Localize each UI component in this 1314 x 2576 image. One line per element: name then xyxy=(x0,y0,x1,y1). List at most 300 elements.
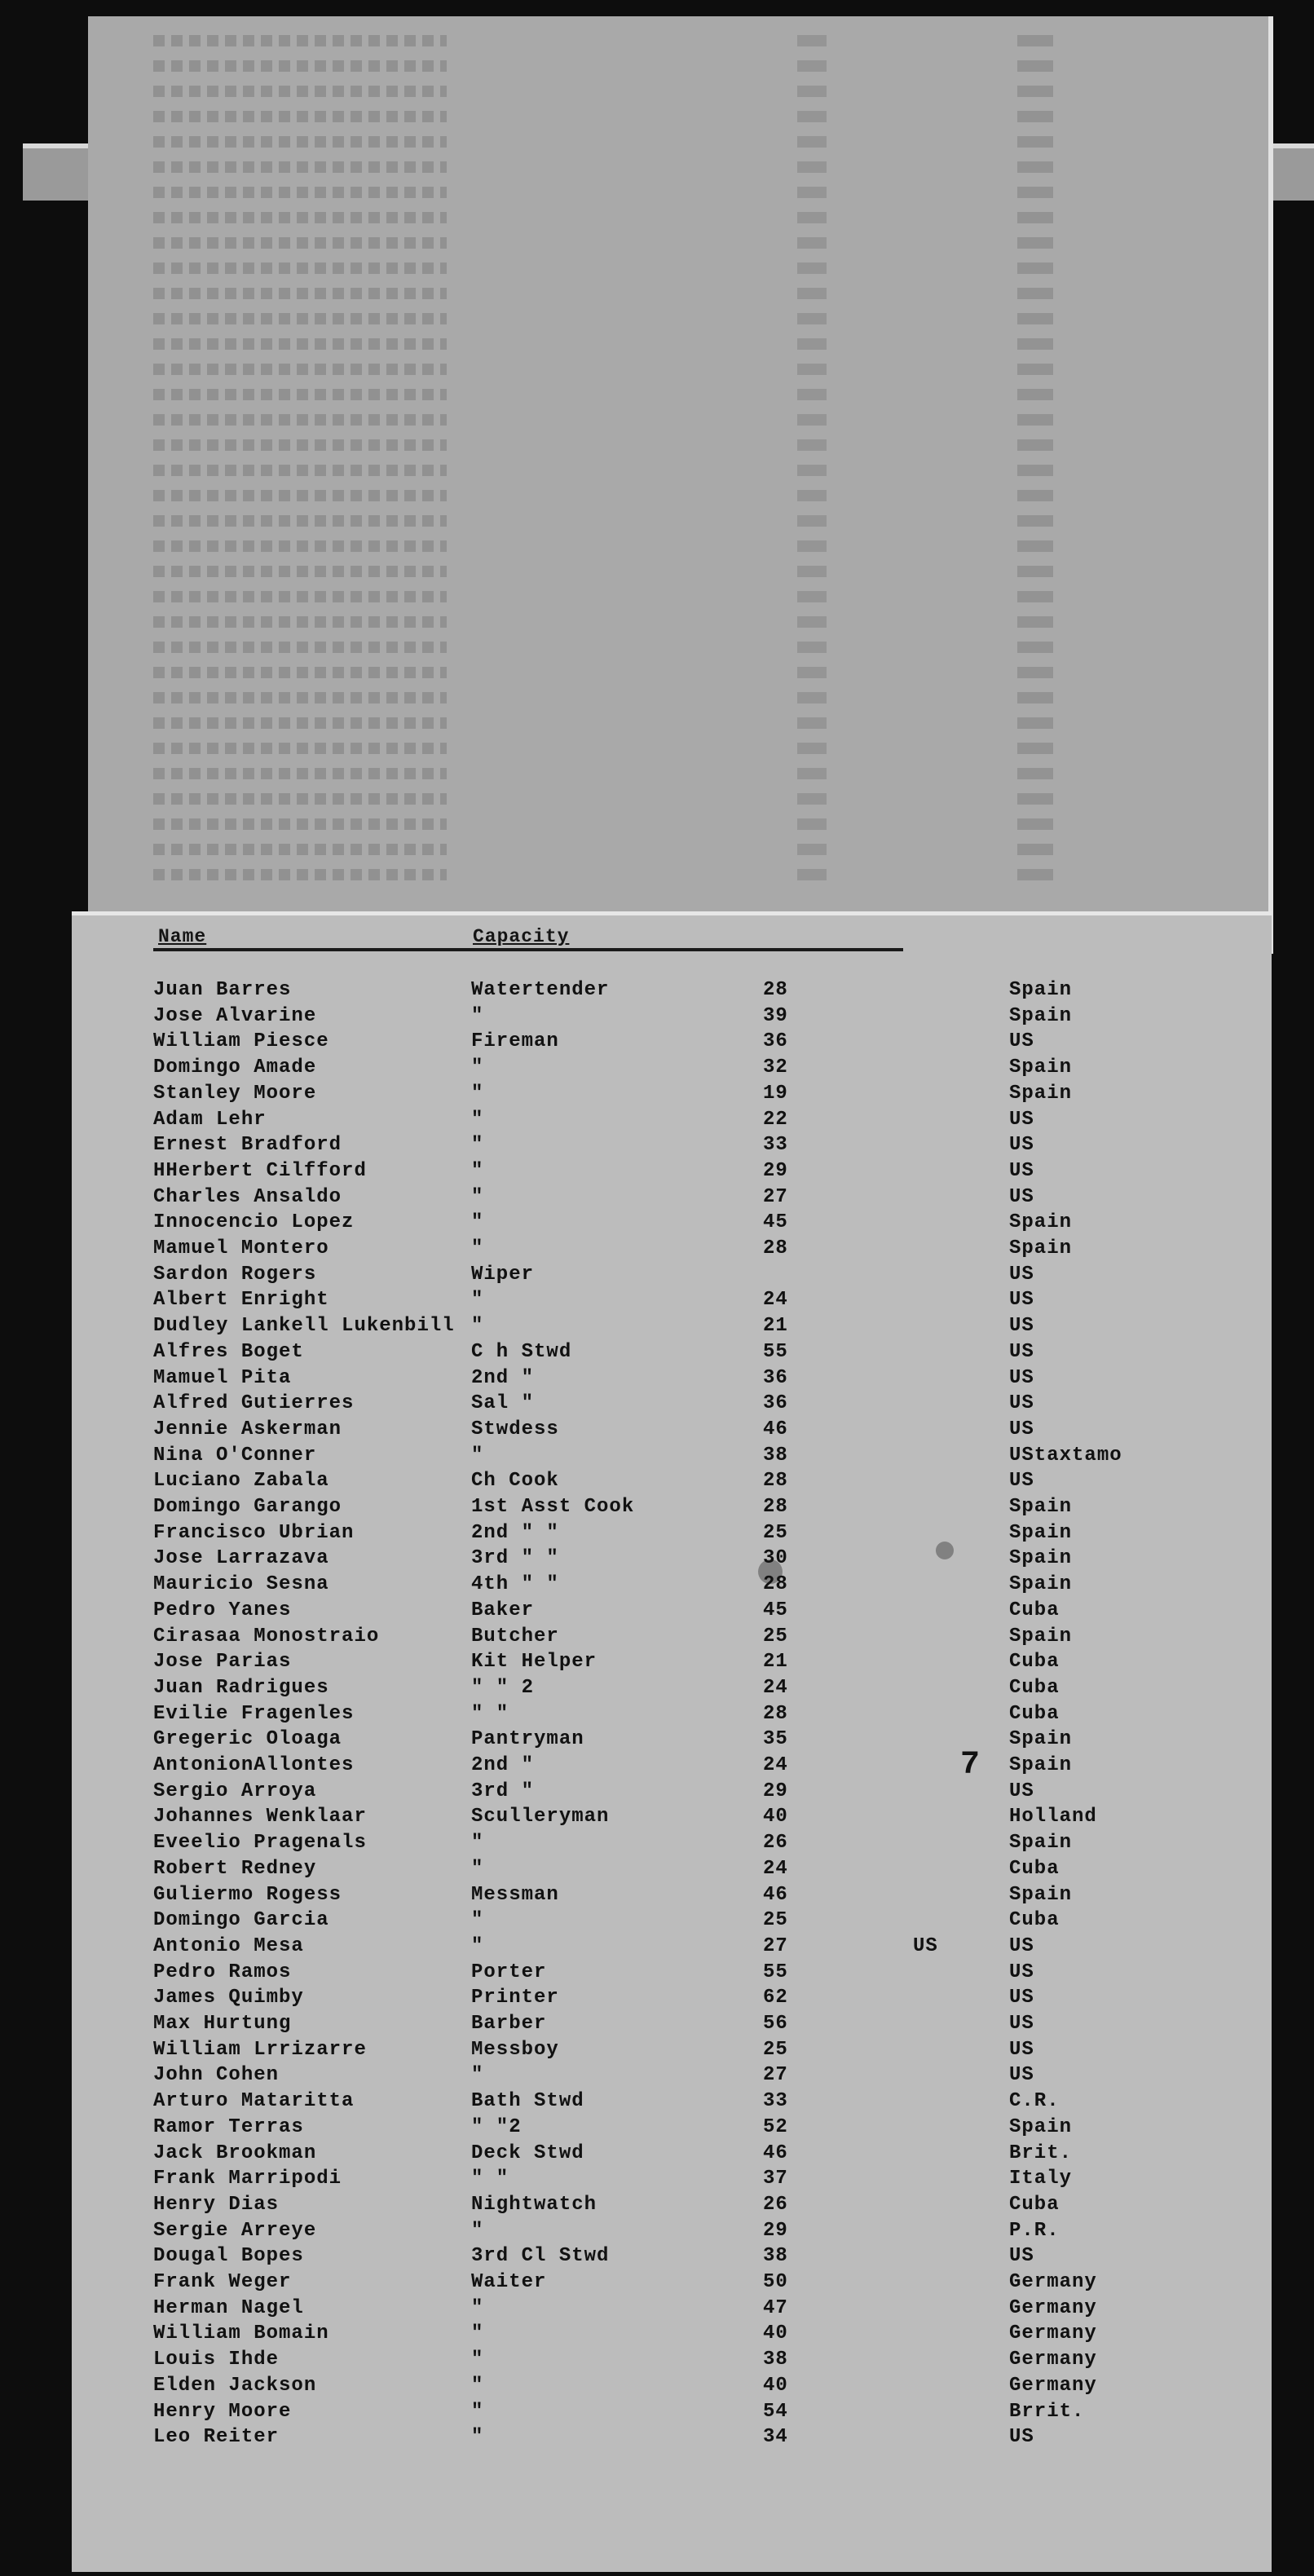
crew-capacity: " xyxy=(471,1134,484,1157)
bleed-through-line xyxy=(88,235,1268,251)
table-row xyxy=(72,1107,1272,1133)
crew-nationality: US xyxy=(1009,1934,1034,1957)
bleed-mark xyxy=(797,793,827,805)
crew-name: Sardon Rogers xyxy=(153,1263,317,1286)
crew-age: 26 xyxy=(763,1832,788,1855)
crew-age: 24 xyxy=(763,1754,788,1776)
crew-capacity: Sculleryman xyxy=(471,1806,610,1828)
crew-nationality: US xyxy=(1009,2064,1034,2087)
crew-capacity: " " xyxy=(471,1702,509,1725)
crew-nationality: C.R. xyxy=(1009,2090,1060,2113)
bleed-mark xyxy=(1017,288,1053,299)
crew-nationality: Italy xyxy=(1009,2168,1073,2190)
crew-age: 28 xyxy=(763,1237,788,1259)
crew-age: 47 xyxy=(763,2296,788,2319)
bleed-mark xyxy=(1017,667,1053,678)
table-row xyxy=(72,2011,1272,2037)
crew-name: Adam Lehr xyxy=(153,1108,267,1131)
table-row xyxy=(72,1520,1272,1546)
column-header-name: Name xyxy=(158,926,207,947)
bleed-through-line xyxy=(88,513,1268,529)
crew-nationality: Holland xyxy=(1009,1806,1097,1828)
crew-capacity: " xyxy=(471,1004,484,1027)
crew-name: Alfred Gutierres xyxy=(153,1392,355,1415)
crew-capacity: " xyxy=(471,1934,484,1957)
bleed-mark xyxy=(797,35,827,46)
crew-age: 25 xyxy=(763,1909,788,1932)
bleed-mark xyxy=(153,793,447,805)
crew-nationality: Cuba xyxy=(1009,1651,1060,1674)
crew-nationality: Germany xyxy=(1009,2374,1097,2397)
bleed-mark xyxy=(153,768,447,779)
crew-age: 38 xyxy=(763,2349,788,2371)
table-row xyxy=(72,1908,1272,1934)
table-row xyxy=(72,1158,1272,1184)
bleed-mark xyxy=(797,818,827,830)
crew-age: 28 xyxy=(763,1702,788,1725)
bleed-mark xyxy=(153,515,447,527)
crew-name: Charles Ansaldo xyxy=(153,1185,342,1208)
crew-age: 25 xyxy=(763,1521,788,1544)
crew-nationality: US xyxy=(1009,1159,1034,1182)
bleed-through-line xyxy=(88,412,1268,428)
crew-capacity: " xyxy=(471,2322,484,2345)
bleed-through-line xyxy=(88,765,1268,782)
bleed-mark xyxy=(153,465,447,476)
crew-nationality: Spain xyxy=(1009,1211,1073,1234)
bleed-mark xyxy=(797,111,827,122)
bleed-through-line xyxy=(88,83,1268,99)
bleed-mark xyxy=(797,439,827,451)
crew-nationality: Spain xyxy=(1009,1832,1073,1855)
crew-name: Guliermo Rogess xyxy=(153,1883,342,1906)
crew-name: Mamuel Montero xyxy=(153,1237,329,1259)
table-row xyxy=(72,2399,1272,2425)
crew-name: Frank Marripodi xyxy=(153,2168,342,2190)
crew-list-page xyxy=(72,911,1272,2572)
table-row xyxy=(72,1572,1272,1598)
crew-name: Cirasaa Monostraio xyxy=(153,1625,380,1647)
bleed-through-line xyxy=(88,740,1268,756)
crew-nationality: US xyxy=(1009,1366,1034,1389)
bleed-mark xyxy=(1017,869,1053,880)
crew-capacity: Barber xyxy=(471,2013,547,2035)
crew-name: AntonionAllontes xyxy=(153,1754,355,1776)
crew-age: 34 xyxy=(763,2426,788,2449)
table-row xyxy=(72,1598,1272,1624)
bleed-through-line xyxy=(88,33,1268,49)
bleed-mark xyxy=(1017,187,1053,198)
crew-name: Henry Dias xyxy=(153,2193,280,2216)
crew-name: Nina O'Conner xyxy=(153,1444,317,1467)
crew-name: Innocencio Lopez xyxy=(153,1211,355,1234)
table-row xyxy=(72,2062,1272,2089)
crew-capacity: Baker xyxy=(471,1599,535,1621)
bleed-mark xyxy=(153,389,447,400)
crew-nationality: US xyxy=(1009,1780,1034,1802)
crew-capacity: 3rd " " xyxy=(471,1547,559,1570)
table-row xyxy=(72,2269,1272,2296)
bleed-mark xyxy=(797,490,827,501)
crew-name: Jose Alvarine xyxy=(153,1004,317,1027)
bleed-mark xyxy=(1017,768,1053,779)
bleed-mark xyxy=(153,490,447,501)
table-row xyxy=(72,1856,1272,1882)
crew-nationality: Cuba xyxy=(1009,1702,1060,1725)
crew-name: Herman Nagel xyxy=(153,2296,304,2319)
bleed-mark xyxy=(1017,793,1053,805)
bleed-through-line xyxy=(88,791,1268,807)
crew-capacity: C h Stwd xyxy=(471,1340,572,1363)
table-row xyxy=(72,2037,1272,2063)
crew-name: Henry Moore xyxy=(153,2400,292,2423)
bleed-mark xyxy=(797,313,827,324)
bleed-through-line xyxy=(88,563,1268,580)
bleed-mark xyxy=(797,616,827,628)
bleed-through-line xyxy=(88,58,1268,74)
crew-age: 26 xyxy=(763,2193,788,2216)
bleed-mark xyxy=(153,237,447,249)
crew-nationality: Spain xyxy=(1009,2115,1073,2138)
bleed-mark xyxy=(1017,566,1053,577)
bleed-mark xyxy=(1017,591,1053,602)
bleed-mark xyxy=(797,237,827,249)
crew-age: 40 xyxy=(763,2374,788,2397)
crew-capacity: " xyxy=(471,1909,484,1932)
crew-capacity: " xyxy=(471,1211,484,1234)
bleed-mark xyxy=(797,86,827,97)
crew-name: Juan Barres xyxy=(153,979,292,1001)
bleed-mark xyxy=(797,60,827,72)
crew-nationality: Spain xyxy=(1009,1883,1073,1906)
crew-name: Stanley Moore xyxy=(153,1082,317,1105)
crew-age: 46 xyxy=(763,1883,788,1906)
crew-capacity: Printer xyxy=(471,1987,559,2009)
crew-name: Sergie Arreye xyxy=(153,2219,317,2242)
crew-name: Sergio Arroya xyxy=(153,1780,317,1802)
table-row xyxy=(72,1624,1272,1650)
crew-age: 52 xyxy=(763,2115,788,2138)
crew-nationality: US xyxy=(1009,2013,1034,2035)
crew-capacity: 2nd " " xyxy=(471,1521,559,1544)
table-row xyxy=(72,2424,1272,2450)
crew-name: Arturo Mataritta xyxy=(153,2090,355,2113)
crew-name: Ramor Terras xyxy=(153,2115,304,2138)
table-row xyxy=(72,1649,1272,1675)
crew-age: 29 xyxy=(763,2219,788,2242)
bleed-mark xyxy=(153,717,447,729)
crew-age: 46 xyxy=(763,2142,788,2164)
bleed-through-line xyxy=(88,108,1268,125)
crew-age: 46 xyxy=(763,1418,788,1440)
bleed-through-line xyxy=(88,336,1268,352)
bleed-mark xyxy=(153,844,447,855)
table-row xyxy=(72,1262,1272,1288)
crew-nationality: Cuba xyxy=(1009,1676,1060,1699)
crew-age: 37 xyxy=(763,2168,788,2190)
crew-age: 54 xyxy=(763,2400,788,2423)
crew-name: Domingo Garango xyxy=(153,1496,342,1518)
bleed-through-line xyxy=(88,386,1268,403)
table-row xyxy=(72,1132,1272,1158)
crew-nationality: US xyxy=(1009,1418,1034,1440)
crew-name: William Bomain xyxy=(153,2322,329,2345)
bleed-through-line xyxy=(88,311,1268,327)
bleed-through-line xyxy=(88,867,1268,883)
table-row xyxy=(72,2166,1272,2192)
bleed-mark xyxy=(1017,60,1053,72)
bleed-mark xyxy=(797,161,827,173)
crew-capacity: " xyxy=(471,1056,484,1079)
crew-capacity: Butcher xyxy=(471,1625,559,1647)
column-header-capacity: Capacity xyxy=(473,926,570,947)
bleed-through-line xyxy=(88,690,1268,706)
bleed-mark xyxy=(1017,237,1053,249)
crew-name: Robert Redney xyxy=(153,1857,317,1880)
margin-mark: 7 xyxy=(960,1747,981,1784)
bleed-mark xyxy=(1017,313,1053,324)
crew-age: 62 xyxy=(763,1987,788,2009)
crew-capacity: " xyxy=(471,2374,484,2397)
overlapping-sheet-reverse xyxy=(88,16,1273,954)
crew-capacity: " xyxy=(471,1108,484,1131)
crew-age: 19 xyxy=(763,1082,788,1105)
crew-name: Domingo Garcia xyxy=(153,1909,329,1932)
table-row xyxy=(72,2296,1272,2322)
bleed-mark xyxy=(797,667,827,678)
crew-age: 21 xyxy=(763,1315,788,1338)
crew-name: Dougal Bopes xyxy=(153,2245,304,2268)
crew-nationality: Spain xyxy=(1009,1521,1073,1544)
bleed-mark xyxy=(797,869,827,880)
bleed-mark xyxy=(153,667,447,678)
crew-name: Domingo Amade xyxy=(153,1056,317,1079)
crew-capacity: 4th " " xyxy=(471,1573,559,1596)
crew-nationality: Spain xyxy=(1009,1547,1073,1570)
binder-clip-left xyxy=(23,143,96,201)
bleed-mark xyxy=(153,136,447,148)
bleed-through-line xyxy=(88,614,1268,630)
crew-capacity: 1st Asst Cook xyxy=(471,1496,635,1518)
crew-name: William Lrrizarre xyxy=(153,2038,367,2061)
bleed-mark xyxy=(1017,212,1053,223)
bleed-mark xyxy=(797,768,827,779)
bleed-through-line xyxy=(88,538,1268,554)
crew-age: 45 xyxy=(763,1211,788,1234)
crew-name: Dudley Lankell Lukenbill xyxy=(153,1315,455,1338)
crew-nationality: US xyxy=(1009,1340,1034,1363)
crew-nationality: Cuba xyxy=(1009,2193,1060,2216)
crew-capacity: Sal " xyxy=(471,1392,535,1415)
crew-name: Louis Ihde xyxy=(153,2349,280,2371)
crew-capacity: Nightwatch xyxy=(471,2193,597,2216)
crew-capacity: Kit Helper xyxy=(471,1651,597,1674)
bleed-mark xyxy=(1017,490,1053,501)
bleed-mark xyxy=(1017,692,1053,704)
bleed-mark xyxy=(1017,111,1053,122)
bleed-through-line xyxy=(88,816,1268,832)
table-row xyxy=(72,1081,1272,1107)
crew-nationality: Spain xyxy=(1009,1754,1073,1776)
crew-name: Frank Weger xyxy=(153,2271,292,2293)
bleed-through-line xyxy=(88,437,1268,453)
bleed-mark xyxy=(797,465,827,476)
bleed-mark xyxy=(1017,743,1053,754)
crew-age: 55 xyxy=(763,1961,788,1983)
crew-age: 25 xyxy=(763,1625,788,1647)
crew-capacity: " xyxy=(471,2219,484,2242)
bleed-mark xyxy=(797,414,827,426)
bleed-mark xyxy=(1017,515,1053,527)
crew-name: HHerbert Cilfford xyxy=(153,1159,367,1182)
bleed-through-line xyxy=(88,159,1268,175)
crew-capacity: Deck Stwd xyxy=(471,2142,584,2164)
bleed-mark xyxy=(153,869,447,880)
table-row xyxy=(72,1391,1272,1417)
crew-nationality: Spain xyxy=(1009,1237,1073,1259)
crew-name: Evilie Fragenles xyxy=(153,1702,355,1725)
crew-capacity: Ch Cook xyxy=(471,1470,559,1493)
crew-name: Max Hurtung xyxy=(153,2013,292,2035)
crew-nationality: US xyxy=(1009,1185,1034,1208)
crew-nationality: Spain xyxy=(1009,979,1073,1001)
bleed-mark xyxy=(153,111,447,122)
bleed-through-line xyxy=(88,841,1268,858)
crew-name: Johannes Wenklaar xyxy=(153,1806,367,1828)
crew-nationality: US xyxy=(1009,1289,1034,1312)
crew-capacity: 3rd " xyxy=(471,1780,535,1802)
crew-capacity: 3rd Cl Stwd xyxy=(471,2245,610,2268)
crew-age: 28 xyxy=(763,1470,788,1493)
table-row xyxy=(72,1210,1272,1236)
crew-capacity: Messboy xyxy=(471,2038,559,2061)
crew-age: 27 xyxy=(763,2064,788,2087)
crew-capacity: Fireman xyxy=(471,1030,559,1053)
bleed-through-line xyxy=(88,260,1268,276)
crew-name: Gregeric Oloaga xyxy=(153,1728,342,1751)
table-row xyxy=(72,1029,1272,1055)
crew-age: 35 xyxy=(763,1728,788,1751)
bleed-mark xyxy=(797,262,827,274)
bleed-through-line xyxy=(88,664,1268,681)
table-row xyxy=(72,1960,1272,1986)
crew-name: Juan Radrigues xyxy=(153,1676,329,1699)
table-row xyxy=(72,1675,1272,1701)
bleed-mark xyxy=(797,540,827,552)
crew-age: 45 xyxy=(763,1599,788,1621)
bleed-mark xyxy=(797,389,827,400)
table-row xyxy=(72,1003,1272,1030)
crew-age: 56 xyxy=(763,2013,788,2035)
bleed-mark xyxy=(1017,35,1053,46)
crew-age: 28 xyxy=(763,979,788,1001)
crew-nationality: Spain xyxy=(1009,1056,1073,1079)
table-row xyxy=(72,1934,1272,1960)
crew-name: William Piesce xyxy=(153,1030,329,1053)
crew-age: 29 xyxy=(763,1159,788,1182)
bleed-mark xyxy=(153,35,447,46)
bleed-mark xyxy=(797,187,827,198)
table-row xyxy=(72,2243,1272,2269)
crew-age: 28 xyxy=(763,1496,788,1518)
bleed-mark xyxy=(1017,540,1053,552)
crew-nationality: UStaxtamo xyxy=(1009,1444,1122,1467)
crew-capacity: Waiter xyxy=(471,2271,547,2293)
crew-age: 30 xyxy=(763,1547,788,1570)
crew-nationality: US xyxy=(1009,2038,1034,2061)
table-row xyxy=(72,1417,1272,1443)
bleed-through-line xyxy=(88,134,1268,150)
bleed-mark xyxy=(1017,86,1053,97)
bleed-through-line xyxy=(88,210,1268,226)
bleed-mark xyxy=(153,86,447,97)
table-row xyxy=(72,1727,1272,1753)
bleed-mark xyxy=(1017,717,1053,729)
crew-nationality: Germany xyxy=(1009,2322,1097,2345)
bleed-mark xyxy=(797,364,827,375)
bleed-mark xyxy=(1017,262,1053,274)
table-row xyxy=(72,1701,1272,1727)
crew-nationality: US xyxy=(1009,1987,1034,2009)
crew-nationality: Spain xyxy=(1009,1625,1073,1647)
crew-name: Eveelio Pragenals xyxy=(153,1832,367,1855)
crew-age: 36 xyxy=(763,1392,788,1415)
bleed-mark xyxy=(153,212,447,223)
bleed-mark xyxy=(153,818,447,830)
crew-capacity: Stwdess xyxy=(471,1418,559,1440)
crew-nationality: P.R. xyxy=(1009,2219,1060,2242)
crew-name: Mauricio Sesna xyxy=(153,1573,329,1596)
bleed-mark xyxy=(1017,818,1053,830)
crew-age: 32 xyxy=(763,1056,788,1079)
crew-name: Jack Brookman xyxy=(153,2142,317,2164)
bleed-mark xyxy=(797,212,827,223)
crew-nationality: US xyxy=(1009,2426,1034,2449)
crew-capacity: " xyxy=(471,1315,484,1338)
crew-capacity: " xyxy=(471,1159,484,1182)
crew-capacity: " xyxy=(471,2296,484,2319)
bleed-mark xyxy=(153,566,447,577)
crew-capacity: " xyxy=(471,1289,484,1312)
crew-capacity: Porter xyxy=(471,1961,547,1983)
crew-nationality: Spain xyxy=(1009,1004,1073,1027)
bleed-through-line xyxy=(88,639,1268,655)
crew-nationality: Cuba xyxy=(1009,1909,1060,1932)
bleed-mark xyxy=(797,566,827,577)
table-row xyxy=(72,2192,1272,2218)
crew-capacity: " xyxy=(471,1237,484,1259)
bleed-mark xyxy=(1017,465,1053,476)
bleed-through-line xyxy=(88,462,1268,479)
crew-name: Francisco Ubrian xyxy=(153,1521,355,1544)
crew-name: Elden Jackson xyxy=(153,2374,317,2397)
table-row xyxy=(72,1365,1272,1392)
bleed-mark xyxy=(153,338,447,350)
crew-nationality: Germany xyxy=(1009,2271,1097,2293)
bleed-mark xyxy=(153,187,447,198)
bleed-mark xyxy=(153,313,447,324)
table-row xyxy=(72,2115,1272,2141)
crew-age: 27 xyxy=(763,1934,788,1957)
bleed-through-line xyxy=(88,184,1268,201)
bleed-mark xyxy=(153,540,447,552)
bleed-mark xyxy=(797,338,827,350)
crew-name: Mamuel Pita xyxy=(153,1366,292,1389)
crew-age: 40 xyxy=(763,2322,788,2345)
table-row xyxy=(72,2141,1272,2167)
crew-name: Antonio Mesa xyxy=(153,1934,304,1957)
crew-age: 38 xyxy=(763,2245,788,2268)
